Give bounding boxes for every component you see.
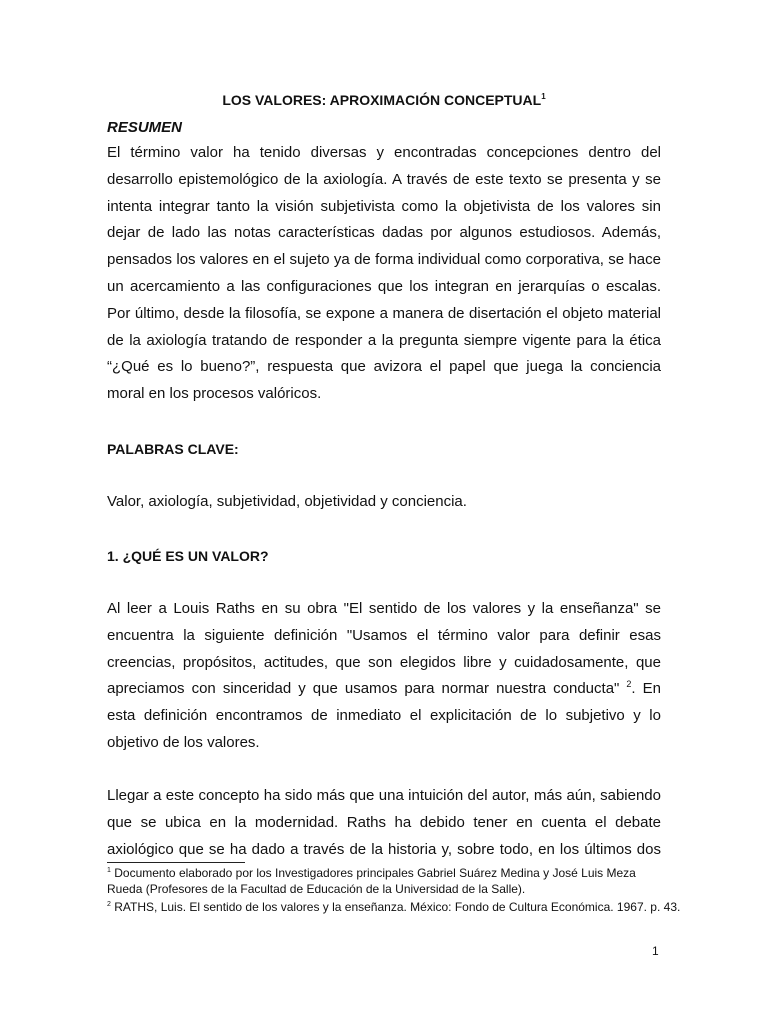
title-footnote-ref[interactable]: 1 xyxy=(541,92,546,101)
keywords-text: Valor, axiología, subjetividad, objetividad y conciencia. xyxy=(107,493,467,510)
paragraph-line: encuentra la siguiente definición "Usamos el término valor para definir esas xyxy=(107,626,661,644)
resumen-line: pensados los valores en el sujeto ya de forma individual como corporativa, se hace xyxy=(107,251,661,269)
resumen-line: “¿Qué es lo bueno?”, respuesta que avizora el papel que juega la conciencia xyxy=(107,358,661,376)
section-1-heading: 1. ¿QUÉ ES UN VALOR? xyxy=(107,548,269,564)
resumen-line: moral en los procesos valóricos. xyxy=(107,385,322,403)
footnote-line: Rueda (Profesores de la Facultad de Educación de la Universidad de la Salle). xyxy=(107,882,526,896)
footnote-separator xyxy=(107,862,245,863)
footnote-line xyxy=(107,899,681,915)
paragraph-line: Llegar a este concepto ha sido más que una intuición del autor, más aún, sabiendo xyxy=(107,787,661,804)
resumen-heading: RESUMEN xyxy=(107,119,183,136)
line-text: . En xyxy=(631,680,661,698)
resumen-line: de la axiología tratando de responder a la pregunta siempre vigente para la ética xyxy=(107,331,661,349)
paragraph-line: esta definición encontramos de inmediato el explicitación de lo subjetivo y lo xyxy=(107,707,661,725)
footnote-1 xyxy=(107,865,667,897)
resumen-line: dejar de lado las notas características dadas por algunos estudiosos. Además, xyxy=(107,224,661,242)
line-text: apreciamos con sinceridad y que usamos para normar nuestra conducta" xyxy=(107,680,627,698)
footnote-text: Documento elaborado por los Investigadores principales Gabriel Suárez Medina y José Luis Meza xyxy=(110,866,636,880)
resumen-line: desarrollo epistemológico de la axiología. A través de este texto se presenta y se xyxy=(107,170,661,188)
keywords-heading: PALABRAS CLAVE: xyxy=(107,441,239,457)
title-text: LOS VALORES: APROXIMACIÓN CONCEPTUAL xyxy=(222,92,542,108)
paragraph-line-with-footnote xyxy=(107,676,661,703)
footnote-2-marker: 2 xyxy=(107,901,111,908)
paragraph-line: objetivo de los valores. xyxy=(107,733,260,751)
resumen-line: intenta integrar tanto la visión subjetivista como la objetivista de los valores sin xyxy=(107,197,661,215)
paragraph-line: creencias, propósitos, actitudes, que son elegidos libre y cuidadosamente, que xyxy=(107,653,661,671)
resumen-line: un acercamiento a las configuraciones que los integran en jerarquías o escalas. xyxy=(107,277,661,295)
section-1-paragraph-1 xyxy=(107,596,661,757)
footnote-2 xyxy=(107,899,681,915)
paragraph-line: que se ubica en la modernidad. Raths ha debido tener en cuenta el debate xyxy=(107,813,661,831)
resumen-line: Por último, desde la filosofía, se expone a manera de disertación el objeto material xyxy=(107,304,661,322)
paragraph-line: axiológico que se ha dado a través de la historia y, sobre todo, en los últimos dos xyxy=(107,840,661,858)
document-title xyxy=(107,91,661,109)
resumen-line: El término valor ha tenido diversas y encontradas concepciones dentro del xyxy=(107,144,661,161)
footnote-line xyxy=(107,865,667,881)
footnote-1-marker: 1 xyxy=(107,867,111,874)
paragraph-line: Al leer a Louis Raths en su obra "El sentido de los valores y la enseñanza" se xyxy=(107,600,661,617)
page-number: 1 xyxy=(652,944,659,958)
section-1-paragraph-2 xyxy=(107,783,661,863)
resumen-paragraph xyxy=(107,140,661,408)
footnote-ref-2[interactable]: 2 xyxy=(626,679,632,690)
footnote-text: RATHS, Luis. El sentido de los valores y la enseñanza. México: Fondo de Cultura Económica. 1967. p. 43. xyxy=(110,900,681,914)
